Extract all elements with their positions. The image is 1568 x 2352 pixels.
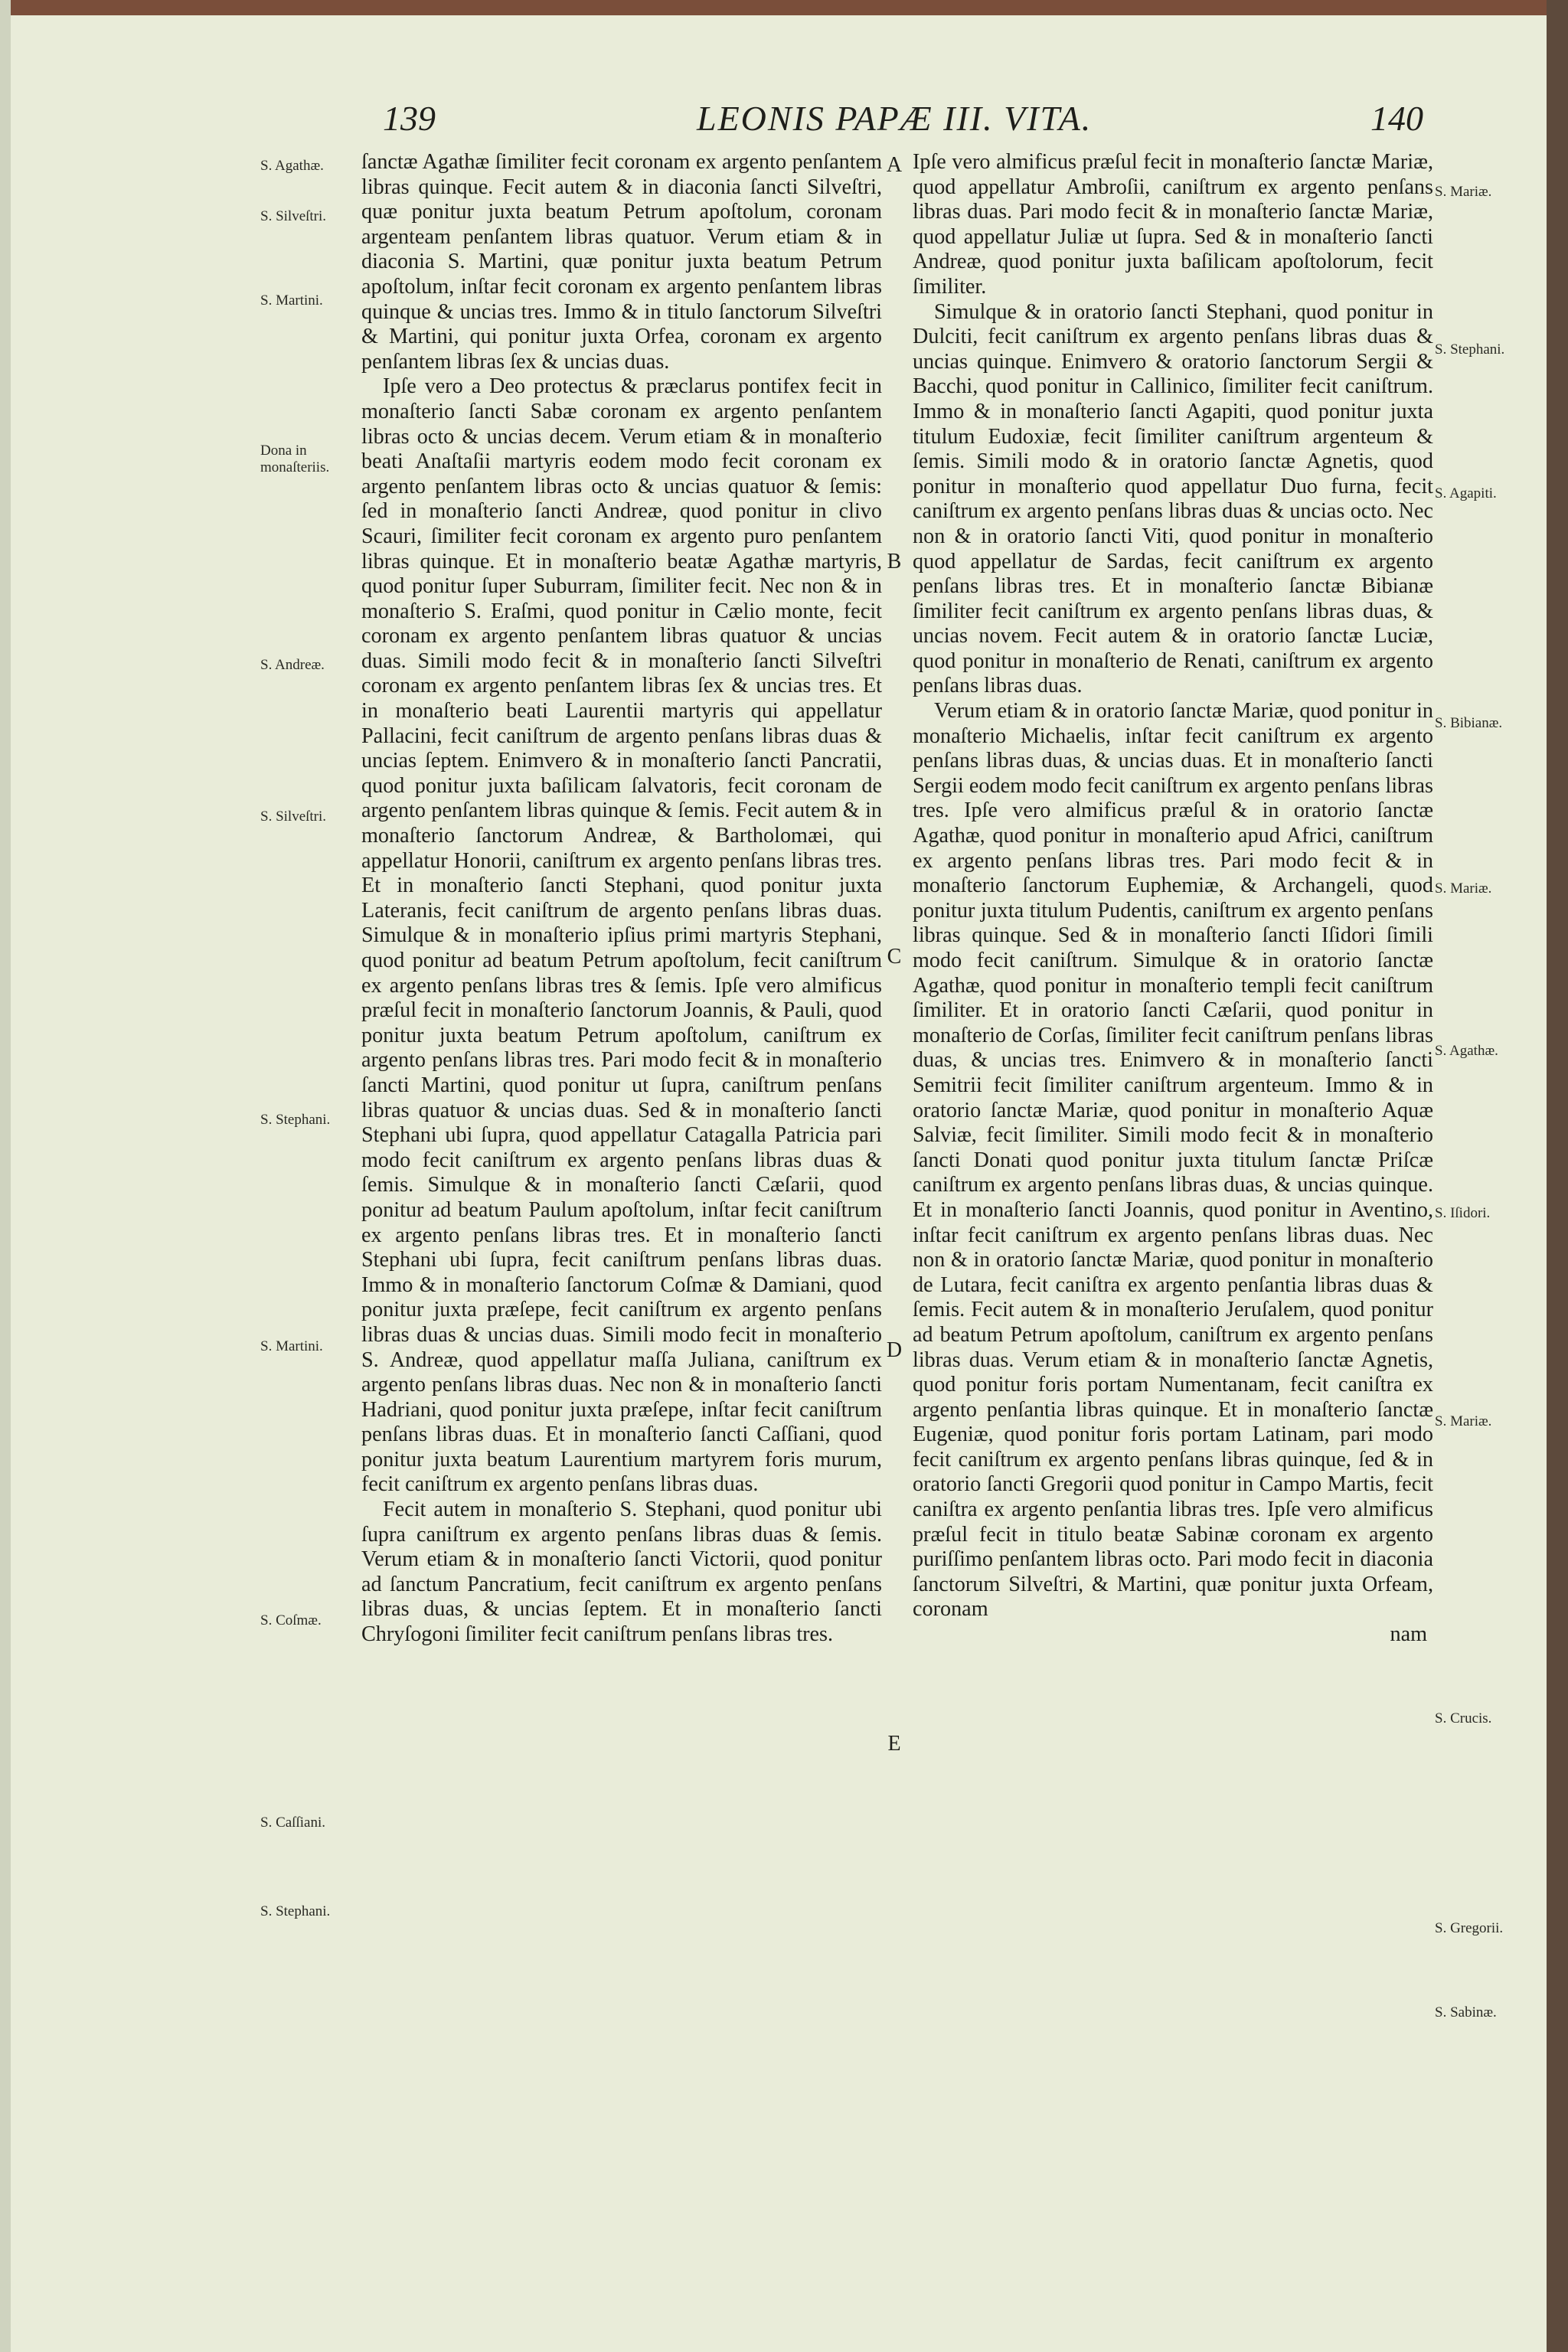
right-paragraph: Verum etiam & in oratorio ſanctæ Mariæ, quod ponitur in monaſterio Michaelis, inſtar fecit caniſtrum ex argento penſans libras duas, & uncias duas. Et in monaſterio ſancti Sergii eodem modo fecit caniſtrum ex argento penſans libras tres. Ipſe vero almificus præſul & in oratorio ſanctæ Agathæ, quod ponitur in monaſterio apud Africi, caniſtrum ex argento penſans libras tres. Pari modo fecit & in monaſterio ſanctorum Euphemiæ, & Archangeli, quod ponitur juxta titulum Pudentis, caniſtrum ex argento penſans libras quinque. Sed & in monaſterio ſancti Iſidori ſimili modo fecit caniſtrum. Simulque & in oratorio ſanctæ Agathæ, quod ponitur in monaſterio templi fecit caniſtrum ſimiliter. Et in oratorio ſancti Cæſarii, quod ponitur in monaſterio de Corſas, ſimiliter fecit caniſtrum penſans libras duas, & uncias tres. Enimvero & in monaſterio ſancti Semitrii fecit ſimiliter caniſtrum argenteum. Immo & in oratorio ſanctæ Mariæ, quod ponitur in monaſterio Aquæ Salviæ, fecit ſimiliter. Simili modo fecit & in monaſterio ſancti Donati quod ponitur juxta titulum ſanctæ Priſcæ caniſtrum ex argento penſans libras duas, & uncias quinque. Et in monaſterio ſancti Joannis, quod ponitur in Aventino, inſtar fecit caniſtrum ex argento penſans libras duas. Nec non & in oratorio ſanctæ Mariæ, quod ponitur in monaſterio de Lutara, fecit caniſtra ex argento penſantia libras duas & ſemis. Fecit autem & in monaſterio Jeruſalem, quod ponitur ad beatum Petrum apoſtolum, caniſtrum ex argento penſans libras duas. Verum etiam & in monaſterio ſanctæ Agnetis, quod ponitur foris portam Numentanam, fecit caniſtra ex argento penſantia libras quinque. Et in monaſterio ſanctæ Eugeniæ, quod ponitur foris portam Latinam, pari modo fecit caniſtrum ex argento penſans libras quinque, ſed & in oratorio ſancti Gregorii quod ponitur in Campo Martis, fecit caniſtra ex argento penſantia libras tres. Ipſe vero almificus præſul fecit in titulo beatæ Sabinæ coronam ex argento puriſſimo penſantem libras octo. Pari modo fecit in diaconia ſanctorum Silveſtri, & Martini, quæ ponitur juxta Orfeam, coronam: [913, 699, 1433, 1622]
left-paragraph: Ipſe vero a Deo protectus & præclarus pontifex fecit in monaſterio ſancti Sabæ coronam ex argento penſantem libras octo & uncias decem. Verum etiam & in monaſterio beati Anaſtaſii martyris eodem modo fecit coronam ex argento penſantem libras octo & uncias quatuor & ſemis: ſed in monaſterio ſancti Andreæ, quod ponitur in clivo Scauri, ſimiliter fecit coronam ex argento puro penſantem libras quinque. Et in monaſterio beatæ Agathæ martyris, quod ponitur ſuper Suburram, ſimiliter fecit. Nec non & in monaſterio S. Eraſmi, quod ponitur in Cælio monte, fecit coronam ex argento penſantem libras quatuor & uncias duas. Simili modo fecit & in monaſterio ſancti Silveſtri coronam ex argento penſantem libras ſex & uncias tres. Et in monaſterio beati Laurentii martyris qui appellatur Pallacini, fecit caniſtrum de argento penſans libras duas & uncias ſeptem. Enimvero & in monaſterio ſancti Pancratii, quod ponitur juxta baſilicam ſalvatoris, fecit coronam de argento penſantem libras quinque & ſemis. Fecit autem & in monaſterio ſanctorum Andreæ, & Bartholomæi, qui appellatur Honorii, caniſtrum ex argento penſans libras tres. Et in monaſterio ſancti Stephani, quod ponitur juxta Lateranis, fecit caniſtrum de argento penſans libras duas. Simulque & in monaſterio ipſius primi martyris Stephani, quod ponitur ad beatum Petrum apoſtolum, fecit caniſtrum ex argento penſans libras tres & ſemis. Ipſe vero almificus præſul fecit in monaſterio ſanctorum Joannis, & Pauli, quod ponitur juxta beatum Petrum apoſtolum, caniſtrum ex argento penſans libras tres. Pari modo fecit & in monaſterio ſancti Martini, quod ponitur ut ſupra, caniſtrum penſans libras quatuor & uncias duas. Sed & in monaſterio ſancti Stephani ubi ſupra, quod appellatur Catagalla Patricia pari modo fecit caniſtrum ex argento penſans libras duas & ſemis. Simulque & in monaſterio ſancti Cæſarii, quod ponitur ad beatum Paulum apoſtolum, inſtar fecit caniſtrum ex argento penſans libras tres. Et in monaſterio ſancti Stephani ubi ſupra, fecit caniſtrum penſans libras duas. Immo & in monaſterio ſanctorum Coſmæ & Damiani, quod ponitur juxta præſepe, fecit caniſtrum ex argento penſans libras duas & uncias duas. Simili modo fecit in monaſterio S. Andreæ, quod appellatur maſſa Juliana, caniſtrum ex argento penſans libras duas. Nec non & in monaſterio ſancti Hadriani, quod ponitur juxta præſepe, inſtar fecit caniſtrum penſans libras duas. Et in monaſterio ſancti Caſſiani, quod ponitur juxta beatum Laurentium martyrem foris murum, fecit caniſtrum ex argento penſans libras duas.: [361, 374, 882, 1497]
margin-note: S. Crucis.: [1435, 1710, 1492, 1726]
margin-note: S. Agapiti.: [1435, 485, 1497, 501]
margin-note: S. Andreæ.: [260, 657, 325, 673]
margin-note: S. Silveſtri.: [260, 808, 327, 825]
margin-note: S. Mariæ.: [1435, 880, 1492, 897]
section-letter: E: [887, 1732, 901, 1756]
left-paragraph: ſanctæ Agathæ ſimiliter fecit coronam ex argento penſantem libras quinque. Fecit autem & in diaconia ſancti Silveſtri, quæ ponitur juxta beatum Petrum apoſtolum, coronam argenteam penſantem libras quatuor. Verum etiam & in diaconia S. Martini, quæ ponitur juxta beatum Petrum apoſtolum, inſtar fecit coronam ex argento penſantem libras quinque & uncias tres. Immo & in titulo ſanctorum Silveſtri & Martini, qui ponitur juxta Orfea, coronam ex argento penſantem libras ſex & uncias duas.: [361, 150, 882, 374]
left-paragraph: Fecit autem in monaſterio S. Stephani, quod ponitur ubi ſupra caniſtrum ex argento penſans libras duas & ſemis. Verum etiam & in monaſterio ſancti Victorii, quod ponitur ad ſanctum Pancratium, fecit caniſtrum ex argento penſans libras duas, & uncias ſeptem. Et in monaſterio ſancti Chryſogoni ſimiliter fecit caniſtrum penſans libras tres.: [361, 1498, 882, 1647]
margin-note: S. Stephani.: [1435, 341, 1505, 358]
margin-note: S. Iſidori.: [1435, 1205, 1491, 1221]
margin-note: Dona in monaſteriis.: [260, 443, 330, 475]
section-letter: D: [886, 1338, 903, 1362]
running-header: [375, 98, 1447, 144]
margin-note: S. Agathæ.: [260, 158, 324, 174]
section-letter: C: [887, 945, 902, 969]
section-letter: A: [886, 153, 903, 177]
margin-note: S. Bibianæ.: [1435, 715, 1503, 731]
right-text-column: [913, 150, 1433, 1648]
margin-note: S. Silveſtri.: [260, 208, 327, 224]
right-paragraph: Simulque & in oratorio ſancti Stephani, quod ponitur in Dulciti, fecit caniſtrum ex argento penſans libras duas & uncias quinque. Enimvero & oratorio ſanctorum Sergii & Bacchi, quod ponitur in Callinico, ſimiliter fecit caniſtrum. Immo & in monaſterio ſancti Agapiti, quod ponitur juxta titulum Eudoxiæ, fecit ſimiliter caniſtrum argenteum & ſemis. Simili modo & in oratorio ſanctæ Agnetis, quod ponitur in monaſterio quod appellatur Duo furna, fecit caniſtrum ex argento penſans libras duas & uncias octo. Nec non & in oratorio ſancti Viti, quod ponitur in monaſterio quod appellatur de Sardas, fecit caniſtrum ex argento penſans libras tres. Et in monaſterio ſanctæ Bibianæ ſimiliter fecit caniſtrum ex argento penſans libras duas, & uncias novem. Fecit autem & in oratorio ſanctæ Luciæ, quod ponitur in monaſterio de Renati, caniſtrum ex argento penſans libras duas.: [913, 299, 1433, 698]
margin-note: S. Mariæ.: [1435, 184, 1492, 200]
margin-note: S. Martini.: [260, 292, 323, 309]
margin-note: S. Martini.: [260, 1338, 323, 1354]
page-edge-right: [1547, 0, 1568, 2352]
margin-note: S. Caſſiani.: [260, 1815, 325, 1831]
margin-note: S. Gregorii.: [1435, 1920, 1504, 1936]
section-letter: B: [887, 550, 902, 573]
left-text-column: [361, 150, 882, 1648]
page-edge-top: [0, 0, 1568, 15]
running-title: LEONIS PAPÆ III. VITA.: [697, 99, 1093, 138]
margin-note: S. Stephani.: [260, 1903, 331, 1919]
right-paragraph: Ipſe vero almificus præſul fecit in monaſterio ſanctæ Mariæ, quod appellatur Ambroſii, caniſtrum ex argento penſans libras duas. Pari modo fecit & in monaſterio ſanctæ Mariæ, quod appellatur Juliæ ut ſupra. Sed & in monaſterio ſancti Andreæ, quod ponitur juxta baſilicam apoſtolorum, fecit ſimiliter.: [913, 150, 1433, 299]
catchword: nam: [1390, 1622, 1427, 1647]
margin-note: S. Mariæ.: [1435, 1413, 1492, 1429]
page-number-left: 139: [383, 99, 436, 138]
margin-note: S. Agathæ.: [1435, 1043, 1498, 1059]
margin-note: S. Stephani.: [260, 1112, 331, 1128]
margin-note: S. Sabinæ.: [1435, 2004, 1497, 2020]
margin-note: S. Coſmæ.: [260, 1612, 322, 1628]
page-edge-left: [0, 0, 11, 2352]
page-number-right: 140: [1370, 99, 1423, 138]
